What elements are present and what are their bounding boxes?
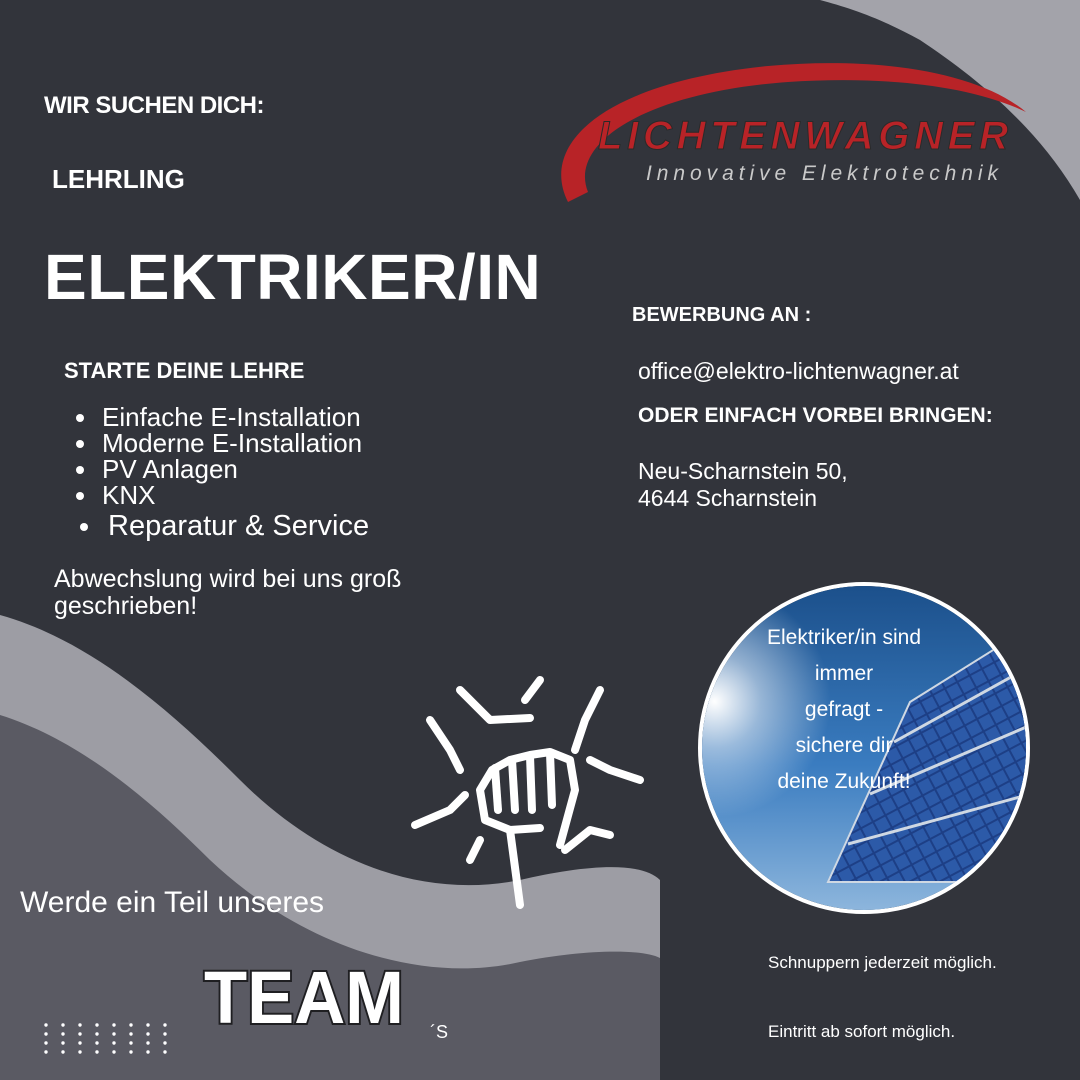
team-hands-icon (400, 660, 660, 920)
list-item: KNX (74, 482, 369, 508)
circle-line-2: immer (814, 662, 874, 685)
solar-circle-image (698, 582, 1030, 914)
circle-message (702, 620, 1026, 800)
list-item: PV Anlagen (74, 456, 369, 482)
list-item: Reparatur & Service (74, 508, 369, 544)
list-item: Einfache E-Installation (74, 404, 369, 430)
circle-line-3: gefragt - (804, 698, 884, 721)
logo-tagline: Innovative Elektrotechnik (646, 162, 998, 185)
address-line-1: Neu-Scharnstein 50, (638, 458, 848, 484)
drop-off-heading: ODER EINFACH VORBEI BRINGEN: (638, 404, 993, 427)
team-word: TEAM (204, 956, 404, 1035)
eintritt-note: Eintritt ab sofort möglich. (768, 1022, 956, 1041)
wir-suchen-heading: WIR SUCHEN DICH: (44, 92, 264, 119)
variety-note: Abwechslung wird bei uns groß geschrieben! (54, 565, 402, 620)
schnuppern-note: Schnuppern jederzeit möglich. (768, 953, 997, 972)
address (638, 458, 848, 512)
application-email[interactable]: office@elektro-lichtenwagner.at (638, 358, 959, 384)
team-suffix: ´S (430, 1022, 448, 1042)
job-title: ELEKTRIKER/IN (44, 241, 542, 313)
team-intro: Werde ein Teil unseres (20, 886, 325, 919)
circle-line-4: sichere dir (795, 734, 893, 757)
company-logo (548, 52, 1028, 212)
address-line-2: 4644 Scharnstein (638, 485, 818, 511)
training-list (74, 404, 369, 544)
training-heading: STARTE DEINE LEHRE (64, 358, 305, 383)
circle-line-5: deine Zukunft! (777, 770, 911, 793)
application-heading: BEWERBUNG AN : (632, 304, 812, 326)
dot-grid-decoration (44, 1022, 178, 1058)
lehrling-label: LEHRLING (52, 164, 185, 194)
list-item: Moderne E-Installation (74, 430, 369, 456)
logo-name: LICHTENWAGNER (598, 114, 1008, 158)
circle-line-1: Elektriker/in sind (766, 626, 922, 649)
team-logo (200, 955, 415, 1040)
